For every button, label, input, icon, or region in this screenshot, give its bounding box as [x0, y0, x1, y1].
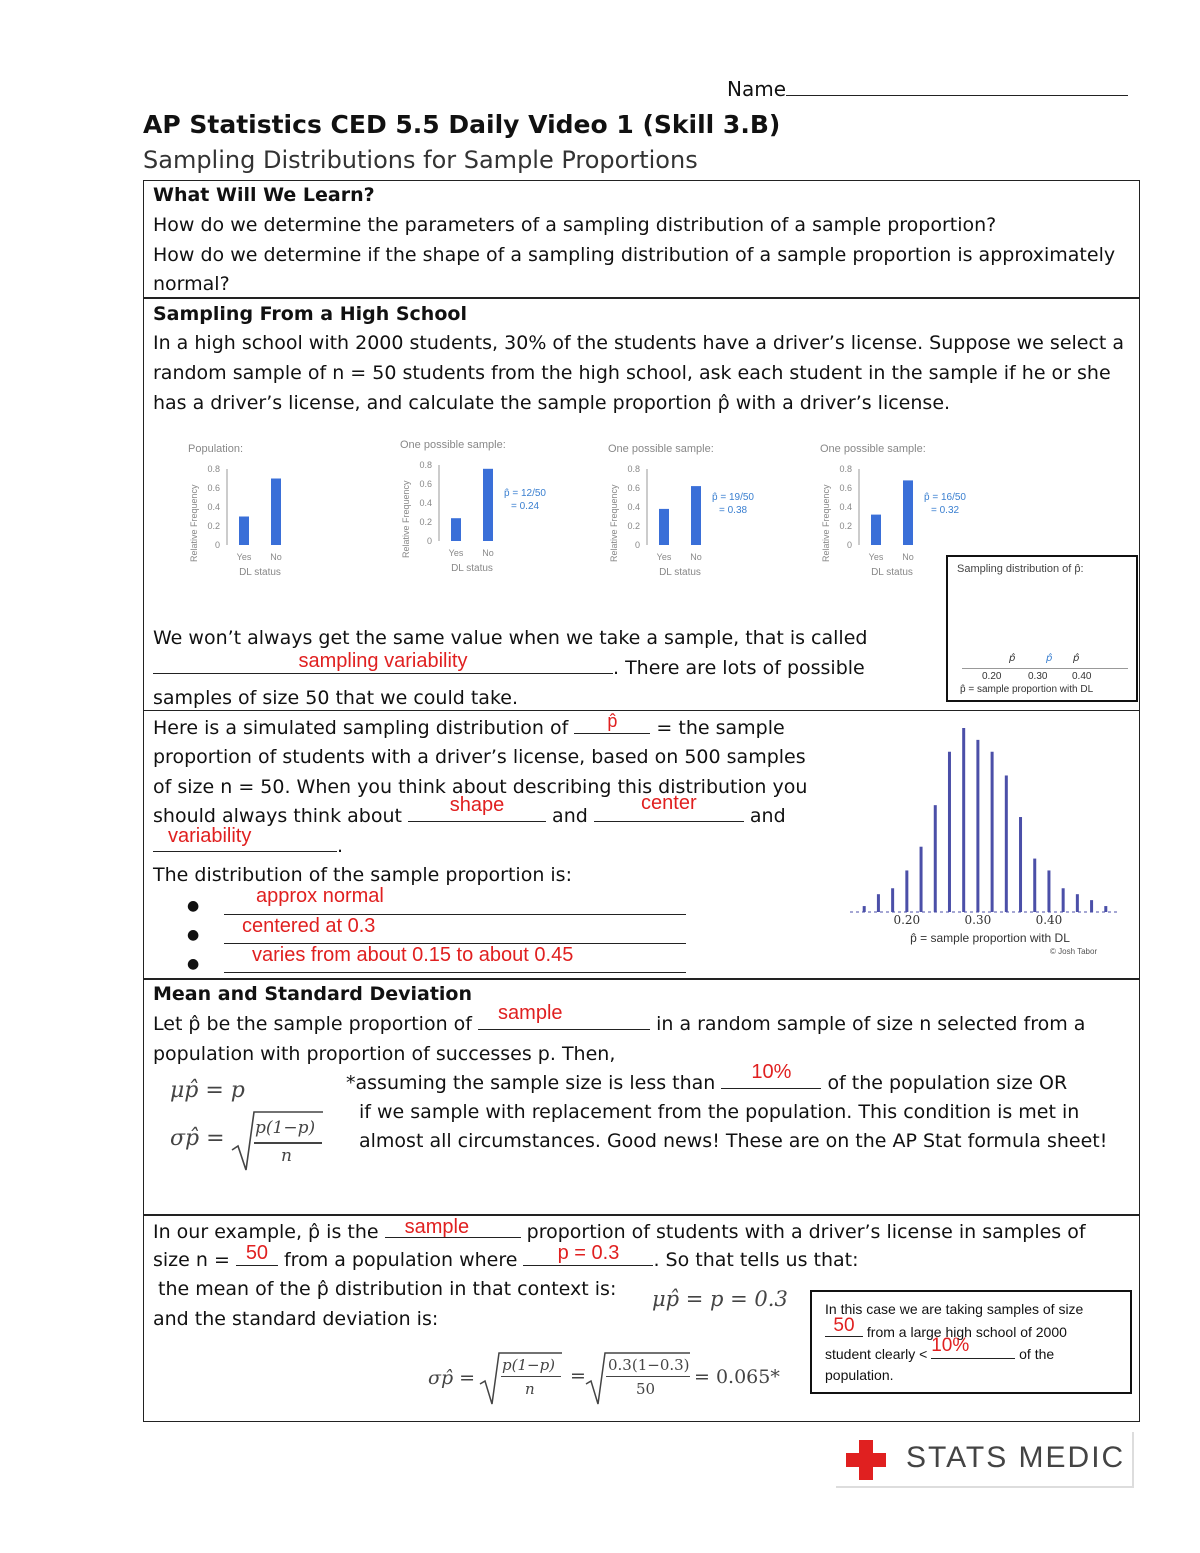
bullet-dot-2: ●	[187, 927, 200, 943]
note-size-blank[interactable]	[825, 1315, 863, 1337]
sdist-box-mark-1: p̂	[1009, 653, 1016, 664]
sim-chart-bar	[920, 847, 923, 912]
and-2: and	[749, 805, 786, 827]
mini-chart-category: No	[690, 552, 702, 562]
learn-line-3: normal?	[153, 273, 230, 295]
mini-chart-ytick: 0.8	[207, 464, 220, 474]
mini-chart-xlabel: DL status	[871, 567, 913, 578]
mini-chart-annotation: = 0.24	[511, 501, 540, 512]
mini-bar-charts	[180, 432, 966, 582]
mini-chart-bar	[659, 509, 669, 545]
sampling-heading: Sampling From a High School	[153, 303, 467, 325]
mini-chart-title: One possible sample:	[400, 439, 506, 451]
note-percent-blank[interactable]	[931, 1335, 1015, 1359]
phat-blank[interactable]	[574, 713, 650, 734]
mini-chart-ytick: 0.2	[627, 521, 640, 531]
variability-line-3: samples of size 50 that we could take.	[153, 687, 518, 709]
sim-chart-bar	[905, 870, 908, 912]
mini-chart-xlabel: DL status	[659, 567, 701, 578]
sim-chart-bar	[962, 728, 965, 912]
sim-chart-bar	[891, 888, 894, 912]
mini-chart-ytick: 0	[426, 536, 432, 546]
mean-sd-line-2: population with proportion of successes p. Then,	[153, 1043, 616, 1065]
shape-blank[interactable]	[408, 794, 546, 822]
variability-line-2	[153, 650, 865, 683]
ten-percent-blank[interactable]	[721, 1061, 821, 1089]
ten-percent-answer: 10%	[751, 1061, 792, 1083]
mini-chart-4	[820, 443, 966, 578]
mini-chart-category: Yes	[868, 552, 884, 562]
mini-chart-ytick: 0.6	[419, 479, 432, 489]
mean-sd-line-1	[153, 1002, 1086, 1039]
example-line-3: the mean of the p̂ distribution in that context is:	[158, 1278, 617, 1300]
mini-chart-bar	[271, 479, 281, 546]
bullet-answer-2: centered at 0.3	[242, 915, 376, 937]
sample-answer-1: sample	[498, 1002, 563, 1024]
note-percent-answer: 10%	[931, 1335, 970, 1356]
bullet-blank-2[interactable]	[224, 915, 686, 944]
p-blank[interactable]	[523, 1242, 653, 1266]
sim-chart-xlabel: p̂ = sample proportion with DL	[910, 931, 1070, 945]
mini-chart-ylabel: Relative Frequency	[401, 480, 411, 558]
mean-sd-heading: Mean and Standard Deviation	[153, 983, 472, 1005]
mu-result: μp̂ = p = 0.3	[652, 1287, 788, 1311]
mini-chart-ytick: 0.4	[419, 498, 432, 508]
medical-cross-icon	[844, 1438, 888, 1482]
sim-chart-bar	[991, 752, 994, 912]
assume-line-1-pre: *assuming the sample size is less than	[346, 1072, 716, 1094]
sigma-result-formula	[428, 1350, 808, 1410]
p-answer: p = 0.3	[557, 1242, 620, 1264]
bullet-blank-3[interactable]	[224, 944, 686, 973]
sigma-result-den-1: n	[525, 1380, 535, 1398]
stats-medic-logo	[836, 1432, 1134, 1488]
note-line-3-post: of the	[1019, 1346, 1055, 1362]
simulated-line-2: proportion of students with a driver’s license, based on 500 samples	[153, 746, 806, 768]
assume-line-1	[346, 1061, 1068, 1098]
sim-chart-bar	[1005, 775, 1008, 912]
example-line-1-pre: In our example, p̂ is the	[153, 1221, 379, 1243]
sim-chart-bar	[1062, 888, 1065, 912]
mini-chart-2	[400, 439, 546, 574]
sample-answer-2: sample	[404, 1216, 470, 1238]
mini-chart-annotation: = 0.32	[931, 505, 960, 516]
mini-chart-ylabel: Relative Frequency	[189, 484, 199, 562]
example-line-2-pre: size n =	[153, 1249, 230, 1271]
phat-answer: p̂	[607, 711, 618, 731]
sdist-box-tick-3: 0.40	[1072, 671, 1092, 682]
sim-chart-bar	[948, 752, 951, 912]
assume-line-3: almost all circumstances. Good news! These are on the AP Stat formula sheet!	[359, 1130, 1108, 1152]
sim-chart-bar	[1047, 870, 1050, 912]
page-subtitle: Sampling Distributions for Sample Proportions	[143, 146, 698, 174]
sdist-box-title: Sampling distribution of p̂:	[957, 563, 1084, 575]
mini-chart-title: Population:	[188, 443, 244, 455]
sim-chart-bar	[863, 906, 866, 912]
mini-chart-ytick: 0.4	[207, 502, 220, 512]
shape-answer: shape	[449, 794, 505, 816]
mini-chart-xlabel: DL status	[451, 563, 493, 574]
bullet-blank-1[interactable]	[224, 885, 686, 915]
simulated-line-1-pre: Here is a simulated sampling distribution of	[153, 717, 569, 739]
sim-chart-bar	[1076, 894, 1079, 912]
example-note-box	[810, 1290, 1132, 1394]
variability-period: .	[337, 835, 344, 857]
note-line-2-post: from a large high school of 2000	[866, 1324, 1067, 1340]
mini-chart-ytick: 0	[634, 540, 640, 550]
sigma-formula-denominator: n	[281, 1146, 292, 1166]
fraction-bar	[254, 1142, 322, 1144]
sigma-result-lhs: σp̂ =	[428, 1367, 476, 1389]
mini-chart-ytick: 0.8	[419, 460, 432, 470]
mini-chart-ytick: 0.8	[839, 464, 852, 474]
bullet-dot-3: ●	[187, 956, 200, 972]
sim-chart-bar	[877, 894, 880, 912]
sim-chart-bar	[1019, 817, 1022, 912]
learn-heading: What Will We Learn?	[153, 184, 375, 206]
note-line-3	[825, 1335, 1055, 1365]
sampling-line-3: has a driver’s license, and calculate the sample proportion p̂ with a driver’s license.	[153, 392, 951, 414]
logo-text: STATS MEDIC	[906, 1441, 1126, 1474]
mini-chart-bar	[483, 469, 493, 541]
bullet-answer-3: varies from about 0.15 to about 0.45	[252, 944, 574, 966]
mini-chart-ytick: 0.2	[207, 521, 220, 531]
note-line-1: In this case we are taking samples of size	[825, 1301, 1084, 1317]
sdist-box-tick-1: 0.20	[982, 671, 1002, 682]
center-blank[interactable]	[594, 792, 744, 822]
name-blank[interactable]	[786, 75, 1128, 96]
center-answer: center	[641, 792, 697, 814]
mu-formula: μp̂ = p	[170, 1078, 245, 1103]
note-line-4: population.	[825, 1367, 894, 1383]
sampling-variability-answer: sampling variability	[298, 650, 468, 672]
variability-line-2-tail: . There are lots of possible	[613, 657, 865, 679]
sdist-box-axis	[962, 668, 1128, 669]
sdist-box-mark-3: p̂	[1073, 653, 1080, 664]
mean-sd-line-1-pre: Let p̂ be the sample proportion of	[153, 1013, 472, 1035]
mini-chart-category: No	[482, 548, 494, 558]
fraction-bar-2	[606, 1376, 690, 1377]
sigma-formula-numerator: p(1−p)	[255, 1118, 316, 1138]
fraction-bar-1	[501, 1376, 561, 1377]
variability-blank-line[interactable]	[153, 831, 343, 861]
name-field[interactable]	[727, 74, 1128, 104]
mini-chart-annotation: = 0.38	[719, 505, 748, 516]
mini-chart-category: No	[902, 552, 914, 562]
sampling-line-1: In a high school with 2000 students, 30% of the students have a driver’s license. Suppose we select a	[153, 332, 1125, 354]
mini-chart-annotation: p̂ = 19/50	[712, 492, 754, 503]
sampling-distribution-box	[946, 555, 1138, 702]
example-line-4: and the standard deviation is:	[153, 1308, 439, 1330]
bullet-dot-1: ●	[187, 898, 200, 914]
sim-chart-xtick: 0.20	[893, 913, 921, 927]
mini-chart-bar	[903, 480, 913, 545]
sigma-result-num-1: p(1−p)	[502, 1356, 556, 1374]
mini-chart-annotation: p̂ = 12/50	[504, 488, 546, 499]
simulated-line-4-pre: should always think about	[153, 805, 402, 827]
sim-chart-bar	[1033, 859, 1036, 912]
example-line-1-post: proportion of students with a driver’s license in samples of	[526, 1221, 1086, 1243]
simulated-line-1	[153, 713, 785, 743]
sim-chart-credit: © Josh Tabor	[1050, 947, 1098, 956]
mini-chart-ytick: 0.6	[627, 483, 640, 493]
sim-chart-bar	[976, 740, 979, 912]
mini-chart-3	[608, 443, 754, 578]
assume-line-2: if we sample with replacement from the population. This condition is met in	[359, 1101, 1080, 1123]
note-line-3-pre: student clearly <	[825, 1346, 928, 1362]
mini-chart-ytick: 0.8	[627, 464, 640, 474]
sim-chart-xtick: 0.30	[964, 913, 992, 927]
variability-line-1: We won’t always get the same value when we take a sample, that is called	[153, 627, 868, 649]
mini-chart-ytick: 0.4	[627, 502, 640, 512]
sim-chart-bar	[1104, 906, 1107, 912]
mini-chart-ytick: 0	[214, 540, 220, 550]
learn-line-2: How do we determine if the shape of a sampling distribution of a sample proportion is approximately	[153, 244, 1116, 266]
sim-chart-bar	[934, 805, 937, 912]
sample-blank-1[interactable]	[478, 1002, 650, 1030]
mini-chart-ytick: 0.2	[419, 517, 432, 527]
sdist-box-mark-2: p̂	[1046, 653, 1053, 664]
mini-chart-bar	[871, 515, 881, 545]
mini-chart-bar	[691, 486, 701, 545]
mini-chart-ylabel: Relative Frequency	[609, 484, 619, 562]
mini-chart-ytick: 0.6	[207, 483, 220, 493]
mini-chart-ytick: 0.2	[839, 521, 852, 531]
distribution-line: The distribution of the sample proportion is:	[153, 864, 572, 886]
name-label: Name	[727, 77, 787, 101]
example-line-2-post: . So that tells us that:	[653, 1249, 859, 1271]
mini-chart-category: No	[270, 552, 282, 562]
example-line-2	[153, 1242, 859, 1275]
assume-line-1-post: of the population size OR	[827, 1072, 1068, 1094]
sample-blank-2[interactable]	[385, 1217, 521, 1238]
svg-text:=: =	[570, 1365, 586, 1387]
bullet-answer-1: approx normal	[256, 885, 384, 907]
learn-line-1: How do we determine the parameters of a sampling distribution of a sample proportion?	[153, 214, 997, 236]
and-1: and	[552, 805, 588, 827]
mini-chart-ytick: 0.4	[839, 502, 852, 512]
sampling-line-2: random sample of n = 50 students from the high school, ask each student in the sample if he or she	[153, 362, 1111, 384]
sigma-formula-lhs: σp̂ =	[170, 1126, 225, 1151]
sigma-result-value: = 0.065*	[694, 1366, 780, 1388]
mini-chart-title: One possible sample:	[608, 443, 714, 455]
sdist-box-xlabel: p̂ = sample proportion with DL	[960, 684, 1094, 695]
page-title: AP Statistics CED 5.5 Daily Video 1 (Skill 3.B)	[143, 110, 781, 139]
mini-chart-ytick: 0	[846, 540, 852, 550]
n-blank[interactable]	[236, 1242, 278, 1266]
variability-blank[interactable]	[153, 831, 337, 852]
sdist-box-tick-2: 0.30	[1028, 671, 1048, 682]
mini-chart-category: Yes	[448, 548, 464, 558]
simulated-distribution-chart	[840, 722, 1130, 962]
example-line-2-mid: from a population where	[283, 1249, 518, 1271]
mini-chart-annotation: p̂ = 16/50	[924, 492, 966, 503]
mini-chart-bar	[239, 517, 249, 546]
sampling-variability-blank[interactable]	[153, 650, 613, 674]
n-answer: 50	[245, 1242, 269, 1264]
mini-chart-bar	[451, 518, 461, 541]
mini-chart-xlabel: DL status	[239, 567, 281, 578]
simulated-line-1-post: = the sample	[656, 717, 785, 739]
simulated-line-3: of size n = 50. When you think about describing this distribution you	[153, 776, 808, 798]
variability-answer: variability	[168, 825, 252, 847]
note-size-answer: 50	[833, 1315, 855, 1336]
mini-chart-1	[188, 443, 282, 578]
sim-chart-bar	[1090, 900, 1093, 912]
sigma-result-num-2: 0.3(1−0.3)	[608, 1356, 690, 1374]
mini-chart-title: One possible sample:	[820, 443, 926, 455]
sim-chart-xtick: 0.40	[1035, 913, 1063, 927]
mean-sd-line-1-post: in a random sample of size n selected from a	[656, 1013, 1086, 1035]
mini-chart-category: Yes	[656, 552, 672, 562]
mini-chart-ytick: 0.6	[839, 483, 852, 493]
sigma-result-den-2: 50	[636, 1380, 656, 1398]
mini-chart-ylabel: Relative Frequency	[821, 484, 831, 562]
mini-chart-category: Yes	[236, 552, 252, 562]
